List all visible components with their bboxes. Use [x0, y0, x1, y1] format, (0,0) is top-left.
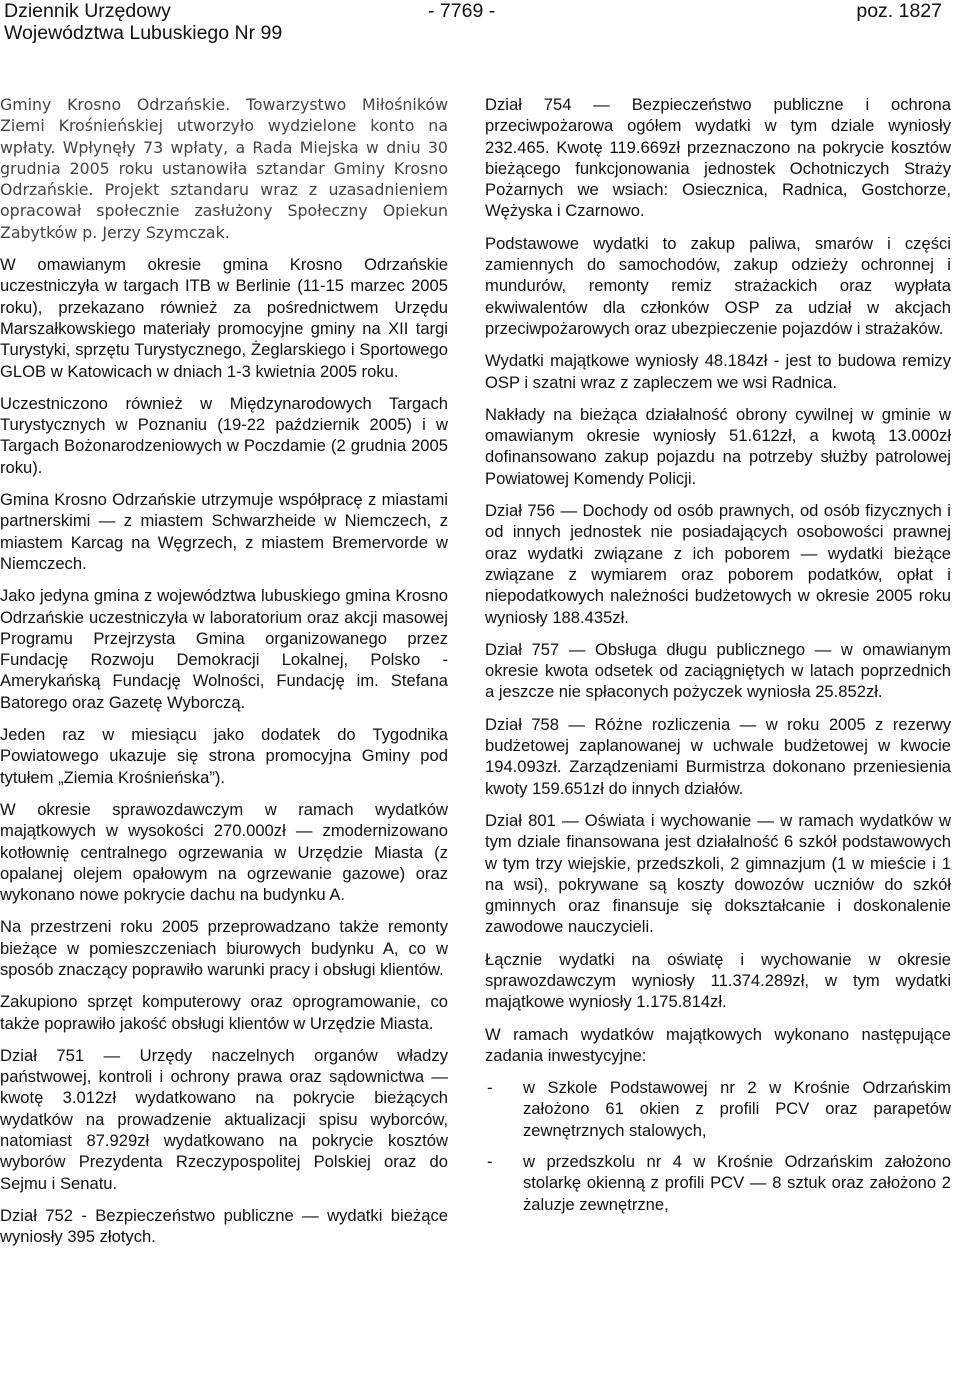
list-item-text: w Szkole Podstawowej nr 2 w Krośnie Odrzańskim założono 61 okien z profili PCV oraz parapetów zewnętrznych stalowych, — [523, 1078, 951, 1140]
page-header — [0, 0, 960, 60]
paragraph: Dział 754 — Bezpieczeństwo publiczne i ochrona przeciwpożarowa ogółem wydatki w tym dziale wyniosły 232.465. Kwotę 119.669zł przeznaczono na pokrycie kosztów bieżącego funkcjonowania jednostek Ochotniczych Straży Pożarnych we wsiach: Osiecznica, Radnica, Gostchorze, Wężyska i Czarnowo. — [485, 95, 951, 221]
list-dash: - — [487, 1152, 493, 1172]
intro-paragraph: Gminy Krosno Odrzańskie. Towarzystwo Miłośników Ziemi Krośnieńskiej utworzyło wydzielone konto na wpłaty. Wpłynęły 73 wpłaty, a Rada Miejska w dniu 30 grudnia 2005 roku ustanowiła sztandar Gminy Krosno Odrzańskie. Projekt sztandaru wraz z uzasadnieniem opracował społecznie zasłużony Społeczny Opiekun Zabytków p. Jerzy Szymczak. — [0, 95, 448, 242]
page-number: - 7769 - — [428, 0, 496, 22]
paragraph: Dział 801 — Oświata i wychowanie — w ramach wydatków w tym dziale finansowana jest działalność 6 szkół podstawowych w tym trzy wiejskie, przedszkoli, 2 gimnazjum (1 w mieście i 1 na wsi), pokrywane są koszty dowozów uczniów do szkół gminnych oraz finansuje się dokształcanie i doskonalenie zawodowe nauczycieli. — [485, 810, 951, 937]
list-dash: - — [487, 1078, 493, 1098]
paragraph: Jako jedyna gmina z województwa lubuskiego gmina Krosno Odrzańskie uczestniczyła w laboratorium oraz akcji masowej Programu Przejrzysta Gmina organizowanego przez Fundację Rozwoju Demokracji Lokalnej, Polsko - Amerykańską Fundację Wolności, Fundację im. Stefana Batorego oraz Gazetę Wyborczą. — [0, 586, 448, 712]
paragraph: W okresie sprawozdawczym w ramach wydatków majątkowych w wysokości 270.000zł — zmodernizowano kotłownię centralnego ogrzewania w Urzędzie Miasta (z opalanej olejem opałowym na ogrzewanie gazowe) oraz wykonano nowe pokrycie dachu na budynku A. — [0, 799, 448, 905]
investment-list — [485, 1077, 951, 1215]
list-item — [485, 1077, 951, 1141]
paragraph: Nakłady na bieżąca działalność obrony cywilnej w gminie w omawianym okresie wyniosły 51.612zł, a kwotą 13.000zł dofinansowano zakup pojazdu na potrzeby służby patrolowej Powiatowej Komendy Policji. — [485, 404, 951, 488]
list-item-text: w przedszkolu nr 4 w Krośnie Odrzańskim założono stolarkę okienną z profili PCV — 8 sztuk oraz założono 2 żaluzje zewnętrzne, — [523, 1152, 951, 1214]
paragraph: Wydatki majątkowe wyniosły 48.184zł - jest to budowa remizy OSP i szatni wraz z zapleczem we wsi Radnica. — [485, 351, 951, 392]
paragraph: W omawianym okresie gmina Krosno Odrzańskie uczestniczyła w targach ITB w Berlinie (11-15 marzec 2005 roku), przekazano również za pośrednictwem Urzędu Marszałkowskiego materiały promocyjne gminy na XII targi Turystyki, sprzętu Turystycznego, Żeglarskiego i Sportowego GLOB w Katowicach w dniach 1-3 kwietnia 2005 roku. — [0, 255, 448, 381]
paragraph: W ramach wydatków majątkowych wykonano następujące zadania inwestycyjne: — [485, 1024, 951, 1065]
paragraph: Jeden raz w miesiącu jako dodatek do Tygodnika Powiatowego ukazuje się strona promocyjna Gminy pod tytułem „Ziemia Krośnieńska”). — [0, 725, 448, 787]
right-column — [485, 94, 951, 1225]
paragraph: Łącznie wydatki na oświatę i wychowanie w okresie sprawozdawczym wyniosły 11.374.289zł, w tym wydatki majątkowe wyniosły 1.175.814zł. — [485, 949, 951, 1012]
paragraph: Na przestrzeni roku 2005 przeprowadzano także remonty bieżące w pomieszczeniach biurowych budynku A, co w sposób znaczący poprawiło warunki pracy i obsługi klientów. — [0, 917, 448, 979]
paragraph: Dział 757 — Obsługa długu publicznego — w omawianym okresie kwota odsetek od zaciągniętych w latach poprzednich a jeszcze nie spłaconych pożyczek wyniosła 25.852zł. — [485, 639, 951, 702]
paragraph: Gmina Krosno Odrzańskie utrzymuje współpracę z miastami partnerskimi — z miastem Schwarzheide w Niemczech, z miastem Karcag na Węgrzech, z miastem Bremervorde w Niemczech. — [0, 490, 448, 573]
paragraph: Dział 756 — Dochody od osób prawnych, od osób fizycznych i od innych jednostek nie posiadających osobowości prawnej oraz wydatki związane z ich poborem — wydatki bieżące związane z wymiarem oraz poborem podatków, opłat i niepodatkowych należności budżetowych w okresie 2005 roku wyniosły 188.435zł. — [485, 501, 951, 627]
paragraph: Podstawowe wydatki to zakup paliwa, smarów i części zamiennych do samochodów, zakup odzieży ochronnej i mundurów, remonty remiz strażackich oraz wypłata ekwiwalentów dla członków OSP za udział w akcjach przeciwpożarowych oraz ubezpieczenie pojazdów i strażaków. — [485, 233, 951, 338]
paragraph: Uczestniczono również w Międzynarodowych Targach Turystycznych w Poznaniu (19-22 październik 2005) i w Targach Bożonarodzeniowych w Poczdamie (2 grudnia 2005 roku). — [0, 393, 448, 477]
list-item — [485, 1151, 951, 1215]
paragraph: Dział 758 — Różne rozliczenia — w roku 2005 z rezerwy budżetowej zaplanowanej w uchwale budżetowej w kwocie 194.093zł. Zarządzeniami Burmistrza dokonano przeniesienia kwoty 159.651zł do innych działów. — [485, 714, 951, 798]
paragraph: Dział 751 — Urzędy naczelnych organów władzy państwowej, kontroli i ochrony prawa oraz sądownictwa — kwotę 3.012zł wydatkowano na pokrycie bieżących wydatków na prowadzenie aktualizacji spisu wyborców, natomiast 87.929zł wydatkowano na pokrycie kosztów wyborów Prezydenta Rzeczypospolitej Polskiej oraz do Sejmu i Senatu. — [0, 1045, 448, 1193]
paragraph: Dział 752 - Bezpieczeństwo publiczne — wydatki bieżące wyniosły 395 złotych. — [0, 1205, 448, 1247]
paragraph: Zakupiono sprzęt komputerowy oraz oprogramowanie, co także poprawiło jakość obsługi klientów w Urzędzie Miasta. — [0, 992, 448, 1033]
left-column — [0, 94, 448, 1259]
journal-title: Dziennik Urzędowy — [4, 0, 171, 22]
journal-subtitle: Województwa Lubuskiego Nr 99 — [4, 22, 283, 44]
position-number: poz. 1827 — [856, 0, 942, 22]
